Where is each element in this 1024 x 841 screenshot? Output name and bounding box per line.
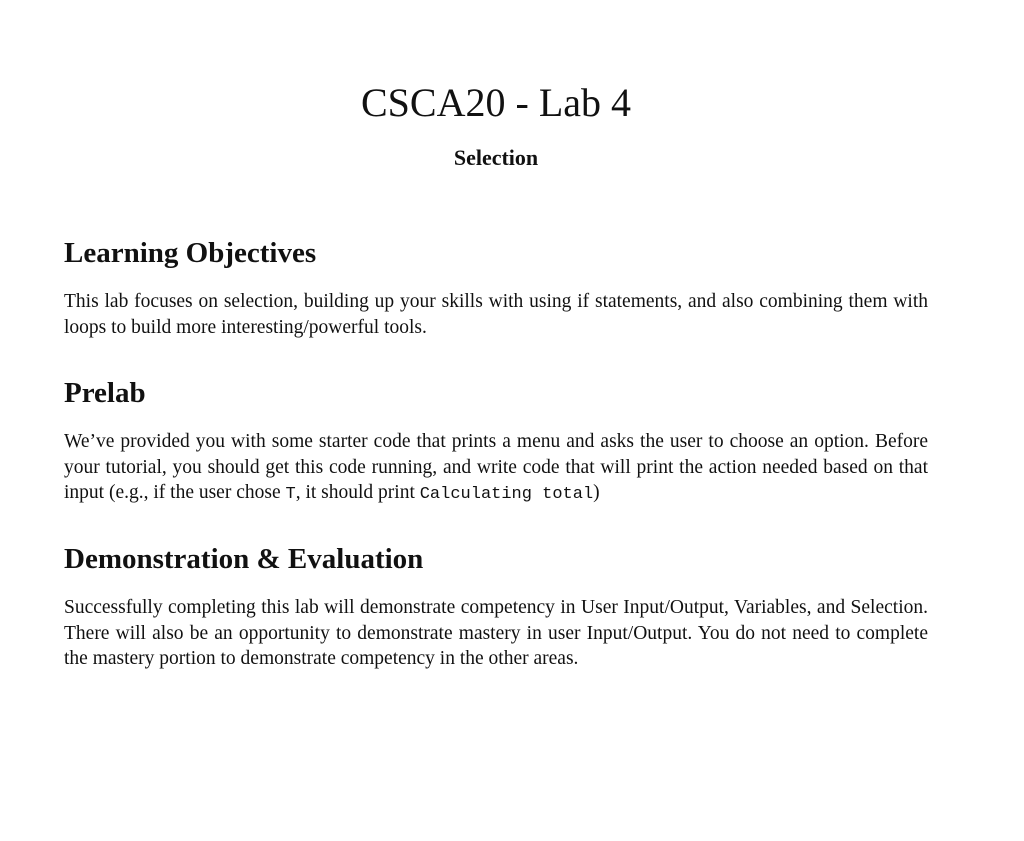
section-heading-learning-objectives: Learning Objectives <box>64 237 317 269</box>
document-title: CSCA20 - Lab 4 <box>361 80 631 125</box>
prelab-text-part1: We’ve provided you with some starter code that prints a menu and asks the user to choose an option. Before your tutorial, you should get this code running, and write code that will print the action needed based on that input (e.g., if the user chose <box>64 431 928 503</box>
prelab-text-part2: , it should print <box>295 482 420 503</box>
prelab-paragraph <box>64 429 928 508</box>
learning-objectives-paragraph: This lab focuses on selection, building up your skills with using if statements, and also combining them with loops to build more interesting/powerful tools. <box>64 291 928 338</box>
prelab-code-option: T <box>285 485 296 504</box>
demonstration-evaluation-paragraph: Successfully completing this lab will demonstrate competency in User Input/Output, Variables, and Selection. There will also be an opportunity to demonstrate mastery in user Input/Output. You do not need to complete the mastery portion to demonstrate competency in the other areas. <box>64 597 928 669</box>
document-subtitle: Selection <box>453 145 539 170</box>
section-heading-prelab: Prelab <box>64 377 146 409</box>
prelab-code-output: Calculating total <box>419 485 594 504</box>
prelab-text-part3: ) <box>593 482 600 503</box>
section-heading-demonstration-evaluation: Demonstration & Evaluation <box>64 543 424 575</box>
